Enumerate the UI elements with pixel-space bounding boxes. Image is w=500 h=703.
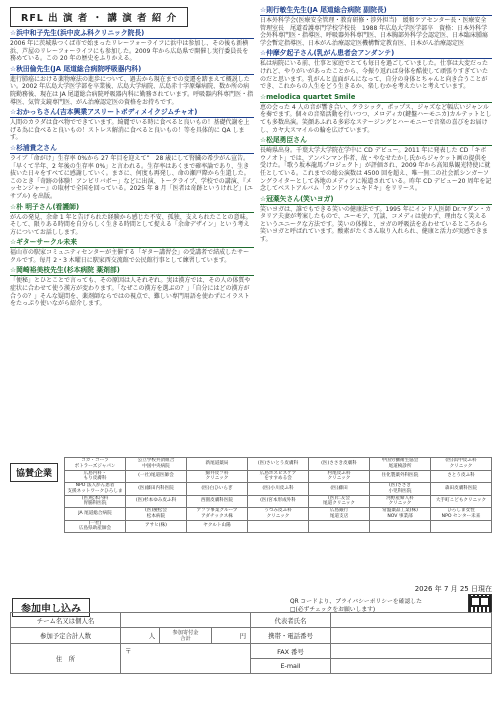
representative-label: 代表者氏名 (251, 613, 331, 628)
speaker-description: 笑いヨガは、誰でもできる笑いの健康法です。1995 年にインド人医師 Dr.マダン・カタリア夫妻が考案したもので、ユーモア、冗談、コメディは使わず、理由なく笑えるというユニークな方法です。笑いの体操と、ヨガの呼吸法をあわせているところから笑いヨガと呼ばれています。酸素がたくさん取り入れられ、健康と活力が実感できます。 (260, 205, 492, 244)
sponsor-cell: コカ・コーラ ボトラーズジャパン (65, 458, 126, 471)
left-speaker-list (10, 29, 254, 308)
speaker-entry (10, 65, 254, 106)
sponsor-cell: 公立学校共済組合 中国中央病院 (126, 458, 187, 471)
privacy-check-line[interactable]: □(必ずチェックをお願いします) (290, 607, 376, 613)
privacy-note-line-1: QR コードより、プライバシーポリシーを確認した (290, 599, 422, 605)
sponsor-cell: NPO 法人がん患者 支援ネットワークひろしま (65, 483, 126, 496)
sponsor-cell: (医)ささき 小児科医院 (370, 483, 431, 496)
speaker-name: ☆おかっちさん(吉本興業アスリートボディメイクジムチャオ) (10, 108, 254, 118)
speaker-name: ☆冠薬矢さん(笑いヨガ) (260, 195, 492, 205)
sponsor-cell: (医)白ひいらぎ (187, 483, 248, 496)
speaker-name: ☆岡崎裕美枝先生(杉本病院 薬剤部) (10, 266, 254, 276)
application-form (10, 612, 492, 674)
sponsor-cell: 河野産婦人科 クリニック (370, 496, 431, 509)
email-field[interactable] (331, 659, 492, 674)
speaker-description: 進行肺癌における薬物療法の進歩について、過去から現在までの変遷を踏まえて概説したい。2002 年広島大学医学部を卒業後、広島大学病院、広島赤十字原爆病院、数か所の病院勤務後、現在は JA 尾道総合病院呼吸器内科に勤務されています。呼吸器内科専門医・指導医、気管支鏡専門医、がん治療認定医の資格をお持ちです。 (10, 75, 254, 106)
speaker-name: ☆仲摩夕起子さん(乳がん患者会アンダンテ) (260, 49, 492, 59)
speaker-entry (10, 238, 254, 264)
address-field[interactable] (121, 644, 251, 674)
right-column (260, 6, 492, 246)
sponsor-cell: 西園皮膚科医院 (187, 496, 248, 509)
speaker-name: ☆秋田倫先生(JA 尾道総合病院呼吸器内科) (10, 65, 254, 75)
sponsor-cell: (医)慶松会 松本病院 (126, 508, 187, 521)
speaker-name: ☆melodica quartet Smile (260, 93, 492, 103)
postal-mark: 〒 (125, 647, 132, 655)
sponsor-cell: (医)宮本形成外科 (248, 496, 309, 509)
speaker-entry (10, 108, 254, 142)
speaker-description: 長崎県出身。千葉大学大学院在学中に CD デビュー。2011 年に発表した CD「キボウノオト」では、アンパンマン作者、故・やなせたかし氏からジャケット画の提供を受けた。「歌う坂本龍馬プロジェクト」が評価され、2009 年から高知県観光特使に就任としている。これまでの総公演数は 4500 回を超え、唯一無二の社会派シンガーソングライターとして各地のメディアに報道されている。昨年 CD デビュー20 周年を記念してベストアルバム「カンドウシュキドキ」をリリース。 (260, 147, 492, 193)
sponsor-cell: JA 尾道総合病院 (65, 508, 126, 521)
sponsor-cell: (医)仁友会 尾道クリニック (309, 496, 370, 509)
total-label: 参加予定合計人数 (11, 628, 121, 644)
speaker-name: ☆朴 明子さん(看護師) (10, 203, 254, 213)
speaker-name: ☆則行敏生先生(JA 尾道総合病院 副院長) (260, 6, 492, 16)
sponsor-cell: 広島ホスピスケア をすすめる会 (248, 471, 309, 484)
sponsor-cell: (医)杉本ゆみ皮ふ科 (126, 496, 187, 509)
sponsor-cell: 住化製薬外科医院 (370, 471, 431, 484)
sponsor-cell: (医)藤田内科医院 (126, 483, 187, 496)
sponsor-title: 協賛企業 (10, 463, 58, 482)
sponsor-cell: (一社)尾道医師会 (126, 471, 187, 484)
sponsor-cell: ヤクルト山陽 (187, 521, 248, 534)
speaker-description: 恵の会った 4 人の音が響き合い、クラシック、ポップス、ジャズなど幅広いジャンルを奏でます。個々の音楽活動を行いつつ、メロディカ(鍵盤ハーモニカ)カルテットとしても多数出演。笑顔あふれる多彩なステージングとハーモニーで音楽の喜びをお届けし、カヤ大スマイルの輪を広げています。 (260, 103, 492, 134)
sponsor-cell: (一社) 広島県助産師会 (65, 521, 126, 534)
speaker-description: 2006 年に茨城県つくば市で始まったリレーフォーライフに浜中は参加し、その後も新横浜、芦屋のリレーフォーライフにも参加した。2009 年から広島県で開催し実行委員長を務めている。この 20 年の歴史をふりかえる。 (10, 40, 249, 63)
speaker-description: 福山市の駅家コミュニティセンターが主催する「ギター講習会」の受講者で結成したサークルです。毎月 2・3 木曜日に駅家西交流館で公民館行事として練習しています。 (10, 249, 250, 264)
speaker-description: がんの発見、余命 1 年と告げられた経験から感じた不安、孤独、支えられたことの意味。そして、限りある時間を自分らしく生きる時間として捉える「余命デザイン」という考え方についてお話しします。 (10, 213, 252, 236)
sponsor-cell (309, 521, 370, 534)
speaker-description: 日本外科学会(医療安全管理・教育研修・渉外担当) 緩和ケアセンター長・医療安全管理室長 尾道看護専門学校学校長 1988 年広島大学医学部卒 資格：日本外科学会外科専門医・指導医、呼吸器外科専門医、日本胸部外科学会認定医、日本臨床腫瘍学会暫定指導医、日本がん治療認定医機構暫定教育医、日本がん治療認定医 (260, 17, 489, 47)
left-column (10, 6, 254, 310)
issue-date: 2026 年 7 月 25 日現在 (414, 585, 492, 593)
sponsor-cell: (医)小川皮ふ科 (248, 483, 309, 496)
sponsor-cell: (医)藤田 (309, 483, 370, 496)
application-title: 参加申し込み (12, 598, 90, 617)
sponsor-cell: 広島銀行 尾道支店 (309, 508, 370, 521)
email-label: E-mail (251, 659, 331, 674)
sponsor-cell: アフラ事業グループ アダチックス株 (187, 508, 248, 521)
sponsor-cell (370, 521, 431, 534)
fax-label: FAX 番号 (251, 644, 331, 659)
sponsor-cell: (医)さいとう皮膚科 (248, 458, 309, 471)
sponsor-cell: 新尾道薬局 (187, 458, 248, 471)
speaker-name: ☆松尾勇臣さん (260, 136, 492, 146)
speaker-description: ライブ「命がけ」生存率 0%から 27 年目を迎えて” 28 歳にして腎臓の希少がん宣告。「早くて半年、2 年後の生存率 0%」と言われる。生存率はあくまで確率論であり、生き抜いた日々をすべてに感謝していく。まさに、何度も再発し、命の瀬戸際から生還した。このとき「奇跡の体験！アンビリバボー」などに出演、トークライブ、学校での講演、『メッセンジャー』の取材で全国を回っている。2025 年 8 月「医者は奇跡というけれど」(ユサブル) を出版。 (10, 154, 253, 200)
phone-label: 携帯・電話番号 (251, 628, 331, 644)
total-donation-cell (121, 628, 251, 644)
donation-field[interactable] (211, 628, 250, 643)
section-title: RFL 出 演 者 ・ 講 演 者 紹 介 (10, 7, 188, 27)
sponsor-cell: 大手町こどもクリニック (431, 496, 492, 509)
sponsor-cell: 常盤薬品工業(株) NOV 事業部 (370, 508, 431, 521)
speaker-entry (260, 6, 492, 47)
yen-unit: 円 (239, 632, 246, 640)
speaker-entry (10, 203, 254, 237)
sponsor-cell: アサヒ(株) (126, 521, 187, 534)
representative-field[interactable] (331, 613, 492, 628)
speaker-entry (260, 136, 492, 193)
sponsor-cell (431, 521, 492, 534)
sponsor-cell: うつみ皮ふ科 クリニック (248, 508, 309, 521)
speaker-entry (10, 144, 254, 201)
speaker-description: 「便秘」とひとことで言っても、その原因は人それぞれ。実は漢方では、その人の体質や症状に合わせて使う漢方が変わります。「なぜこの漢方を選ぶの？」「自分にはどの漢方が合うの？」そんな疑問を、薬剤師ならではの視点で、難しい専門用語を使わずにイラストをたっぷり使いながら紹介します。 (10, 277, 251, 308)
team-field[interactable] (121, 613, 251, 628)
sponsor-cell: 綿井皮フ科 クリニック (187, 471, 248, 484)
speaker-description: 私は病院にいる前、仕事と家庭でとても毎日を過ごしていました。仕事は大変だったけれど、やりがいがあったことから、今振り返れば身体を酷使して頑張りすぎていたのだと思います。乳がんと直面がんになって、自分の身体とちゃんと向き合うことができ、これからの人生をどう生きるか、楽しむかを考えたいと考えています。 (260, 60, 489, 91)
right-speaker-list (260, 6, 492, 244)
sponsor-cell: (医)ささき皮膚科 (309, 458, 370, 471)
fax-field[interactable] (331, 644, 492, 659)
sponsor-cell: 広島内科・ もり皮膚科 (65, 471, 126, 484)
address-label: 住 所 (11, 644, 121, 674)
speaker-name: ☆杉浦貴之さん (10, 144, 254, 154)
speaker-entry (10, 266, 254, 307)
person-unit: 人 (148, 632, 156, 640)
donation-label: 参加寄付金 合計 (160, 628, 212, 643)
speaker-description: 人間のカラダは食べ物でできています。綺麗でいる時に食べると良いもの！基礎代謝を上げる為に食べると良いもの！ストレス解消に食べると良いもの！等を具体的に QA します。 (10, 119, 250, 142)
sponsor-cell (248, 521, 309, 534)
sponsor-cell: 中国労働衛生協会 尾道検診所 (370, 458, 431, 471)
sponsor-cell: (医)浜中皮ふ科 クリニック (431, 458, 492, 471)
sponsor-cell: さとう皮ふ科 (431, 471, 492, 484)
speaker-entry (260, 195, 492, 244)
speaker-entry (260, 93, 492, 134)
sponsor-cell: ひろしま女性 NPO センター未来 (431, 508, 492, 521)
sponsor-cell: 村尾皮ふ科 クリニック (309, 471, 370, 484)
total-field[interactable] (121, 628, 160, 643)
speaker-name: ☆浜中和子先生(浜中皮ふ科クリニック院長) (10, 29, 254, 39)
speaker-columns (10, 6, 492, 452)
speaker-entry (10, 29, 254, 63)
sponsor-cell: 森田皮膚科医院 (431, 483, 492, 496)
phone-field[interactable] (331, 628, 492, 644)
team-label: チーム名又は個人名 (11, 613, 121, 628)
sponsor-cell: (医)松本内科 胃腸科医院 (65, 496, 126, 509)
speaker-name: ☆ギターサークル未来 (10, 238, 254, 248)
sponsor-table (64, 457, 492, 533)
speaker-entry (260, 49, 492, 90)
